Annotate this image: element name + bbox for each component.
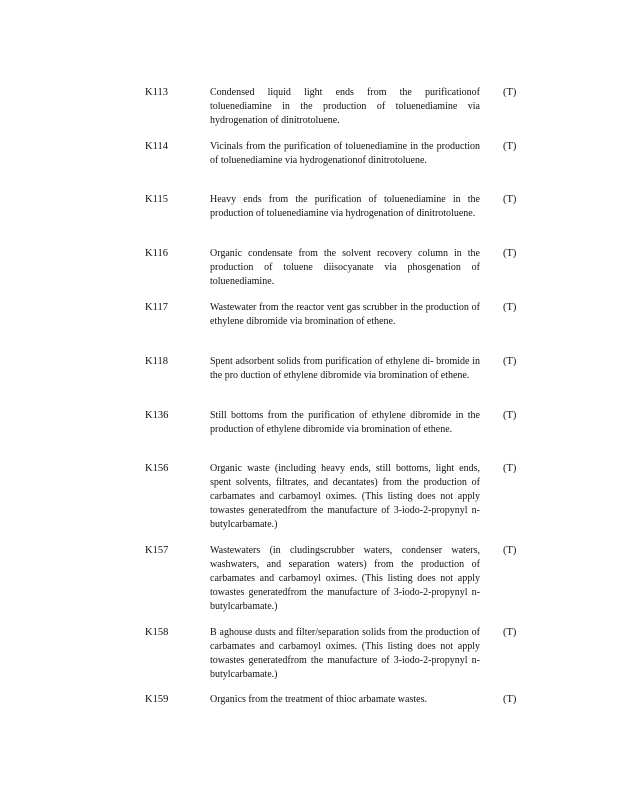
hazard-code: (T) [503, 87, 517, 98]
hazard-code: (T) [503, 463, 517, 474]
hazard-code: (T) [503, 410, 517, 421]
waste-description: Organic waste (including heavy ends, still bottoms, light ends, spent solvents, filtrates, and decantates) from the production of carbamates and carbamoyl oximes. (This listing does not apply towastes generatedfrom the manufacture of 3-iodo-2-propynyl n-butylcarbamate.) [210, 463, 480, 530]
waste-description: B aghouse dusts and filter/separation solids from the production of carbamates and carbamoyl oximes. (This listing does not apply towastes generatedfrom the manufacture of 3-iodo-2-propynyl n-butylcarbamate.) [210, 627, 480, 680]
waste-description: Condensed liquid light ends from the purificationof toluenediamine in the production of toluenediamine via hydrogenation of dinitrotoluene. [210, 87, 480, 126]
hazard-code: (T) [503, 248, 517, 259]
waste-description: Still bottoms from the purification of ethylene dibromide in the production of ethylene dibromide via bromination of ethene. [210, 410, 480, 435]
waste-description: Heavy ends from the purification of toluenediamine in the production of toluenediamine via hydrogenation of dinitrotoluene. [210, 194, 480, 219]
waste-code: K118 [145, 356, 168, 367]
waste-code: K136 [145, 410, 169, 421]
hazard-code: (T) [503, 141, 517, 152]
hazard-code: (T) [503, 627, 517, 638]
hazard-code: (T) [503, 302, 517, 313]
waste-description: Organic condensate from the solvent recovery column in the production of toluene diisocyanate via phosgenation of toluenediamine. [210, 248, 480, 287]
waste-description: Vicinals from the purification of toluenediamine in the production of toluenediamine via hydrogenationof dinitrotoluene. [210, 141, 480, 166]
waste-code: K116 [145, 248, 168, 259]
waste-code: K115 [145, 194, 168, 205]
waste-code: K156 [145, 463, 169, 474]
waste-code: K113 [145, 87, 168, 98]
waste-description: Spent adsorbent solids from purification of ethylene di- bromide in the pro duction of ethylene dibromide via bromination of ethene. [210, 356, 480, 381]
waste-description: Wastewaters (in cludingscrubber waters, condenser waters, washwaters, and separation waters) from the production of carbamates and carbamoyl oximes. (This listing does not apply towastes generatedfrom the manufacture of 3-iodo-2-propynyl n-butylcarbamate.) [210, 545, 480, 612]
waste-description: Organics from the treatment of thioc arbamate wastes. [210, 694, 427, 705]
hazard-code: (T) [503, 194, 517, 205]
waste-code: K114 [145, 141, 168, 152]
waste-code: K158 [145, 627, 169, 638]
waste-code: K159 [145, 694, 169, 705]
hazard-code: (T) [503, 694, 517, 705]
hazard-code: (T) [503, 356, 517, 367]
waste-code: K117 [145, 302, 168, 313]
waste-description: Wastewater from the reactor vent gas scrubber in the production of ethylene dibromide via bromination of ethene. [210, 302, 480, 327]
hazard-code: (T) [503, 545, 517, 556]
waste-code: K157 [145, 545, 169, 556]
